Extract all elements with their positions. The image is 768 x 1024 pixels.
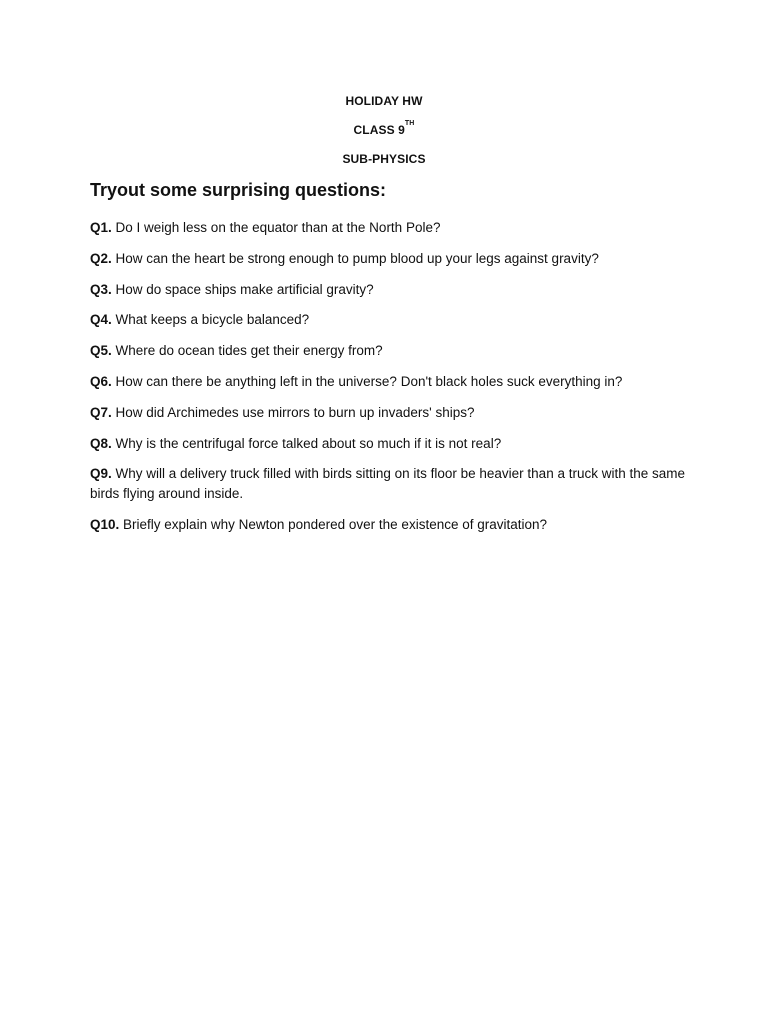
question-number: Q8. — [90, 435, 112, 451]
question-item — [90, 341, 690, 361]
question-list — [90, 218, 690, 546]
question-item — [90, 310, 690, 330]
document-title: HOLIDAY HW — [345, 94, 423, 108]
question-text: How do space ships make artificial gravity? — [111, 281, 374, 297]
section-heading: Tryout some surprising questions: — [90, 180, 387, 200]
class-label-text: CLASS 9 — [353, 123, 405, 137]
question-item — [90, 218, 690, 238]
class-label — [0, 120, 768, 137]
question-item — [90, 372, 690, 392]
class-label-superscript: TH — [404, 120, 415, 127]
question-number: Q5. — [90, 343, 112, 359]
question-number: Q4. — [90, 312, 112, 328]
question-item — [90, 434, 690, 454]
question-number: Q10. — [90, 517, 120, 533]
question-text: Why is the centrifugal force talked about so much if it is not real? — [111, 435, 502, 451]
question-text: Why will a delivery truck filled with birds sitting on its floor be heavier than a truck with the same birds flying around inside. — [90, 466, 686, 502]
question-number: Q1. — [90, 220, 112, 235]
question-number: Q3. — [90, 281, 112, 297]
question-item — [90, 515, 690, 535]
question-text: What keeps a bicycle balanced? — [111, 312, 310, 328]
question-number: Q7. — [90, 404, 112, 420]
question-text: How can there be anything left in the universe? Don't black holes suck everything in? — [111, 373, 623, 389]
question-number: Q6. — [90, 373, 112, 389]
question-item — [90, 280, 690, 300]
question-number: Q2. — [90, 250, 112, 266]
question-item — [90, 403, 690, 423]
question-text: Briefly explain why Newton pondered over the existence of gravitation? — [119, 517, 548, 533]
question-item — [90, 464, 690, 504]
question-text: How did Archimedes use mirrors to burn up invaders' ships? — [111, 404, 475, 420]
question-text: Where do ocean tides get their energy from? — [111, 343, 383, 359]
question-text: Do I weigh less on the equator than at the North Pole? — [111, 220, 441, 235]
question-number: Q9. — [90, 466, 112, 482]
subject-label: SUB-PHYSICS — [342, 152, 426, 166]
question-text: How can the heart be strong enough to pump blood up your legs against gravity? — [111, 250, 599, 266]
question-item — [90, 249, 690, 269]
